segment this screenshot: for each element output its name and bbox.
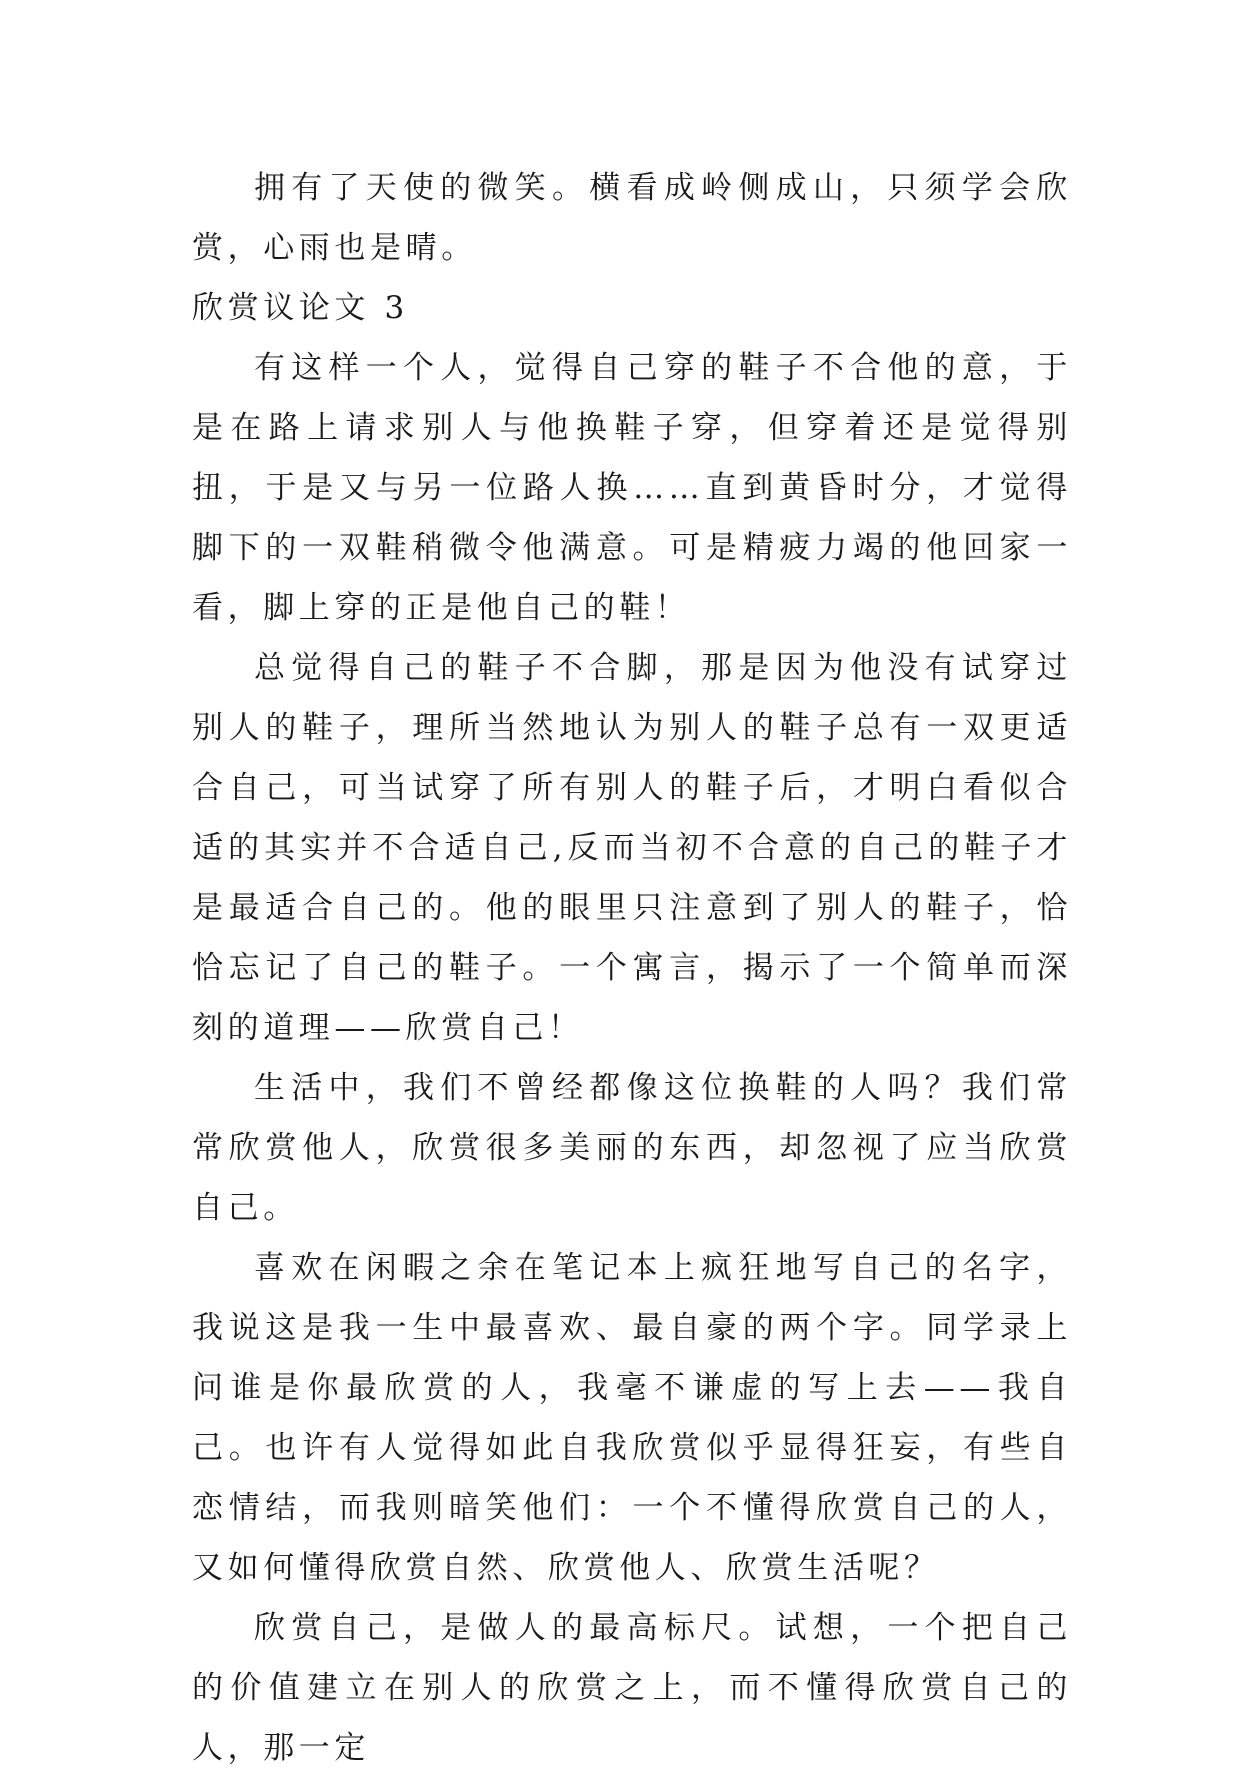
paragraph: 欣赏自己，是做人的最高标尺。试想，一个把自己的价值建立在别人的欣赏之上，而不懂得欣赏自己的人，那一定 — [192, 1610, 1072, 1766]
paragraph-continuation: 拥有了天使的微笑。横看成岭侧成山，只须学会欣赏，心雨也是晴。 — [192, 170, 1072, 266]
paragraph: 生活中，我们不曾经都像这位换鞋的人吗？我们常常欣赏他人，欣赏很多美丽的东西，却忽视了应当欣赏自己。 — [192, 1070, 1072, 1226]
section-heading: 欣赏议论文 3 — [192, 290, 409, 326]
paragraph: 有这样一个人，觉得自己穿的鞋子不合他的意，于是在路上请求别人与他换鞋子穿，但穿着还是觉得别扭，于是又与另一位路人换……直到黄昏时分，才觉得脚下的一双鞋稍微令他满意。可是精疲力竭的他回家一看，脚上穿的正是他自己的鞋！ — [192, 350, 1072, 626]
paragraph: 喜欢在闲暇之余在笔记本上疯狂地写自己的名字，我说这是我一生中最喜欢、最自豪的两个字。同学录上问谁是你最欣赏的人，我毫不谦虚的写上去——我自己。也许有人觉得如此自我欣赏似乎显得狂妄，有些自恋情结，而我则暗笑他们：一个不懂得欣赏自己的人，又如何懂得欣赏自然、欣赏他人、欣赏生活呢？ — [192, 1250, 1072, 1586]
paragraph: 总觉得自己的鞋子不合脚，那是因为他没有试穿过别人的鞋子，理所当然地认为别人的鞋子总有一双更适合自己，可当试穿了所有别人的鞋子后，才明白看似合适的其实并不合适自己,反而当初不合意的自己的鞋子才是最适合自己的。他的眼里只注意到了别人的鞋子，恰恰忘记了自己的鞋子。一个寓言，揭示了一个简单而深刻的道理——欣赏自己！ — [192, 650, 1072, 1046]
document-body — [192, 158, 1072, 1778]
